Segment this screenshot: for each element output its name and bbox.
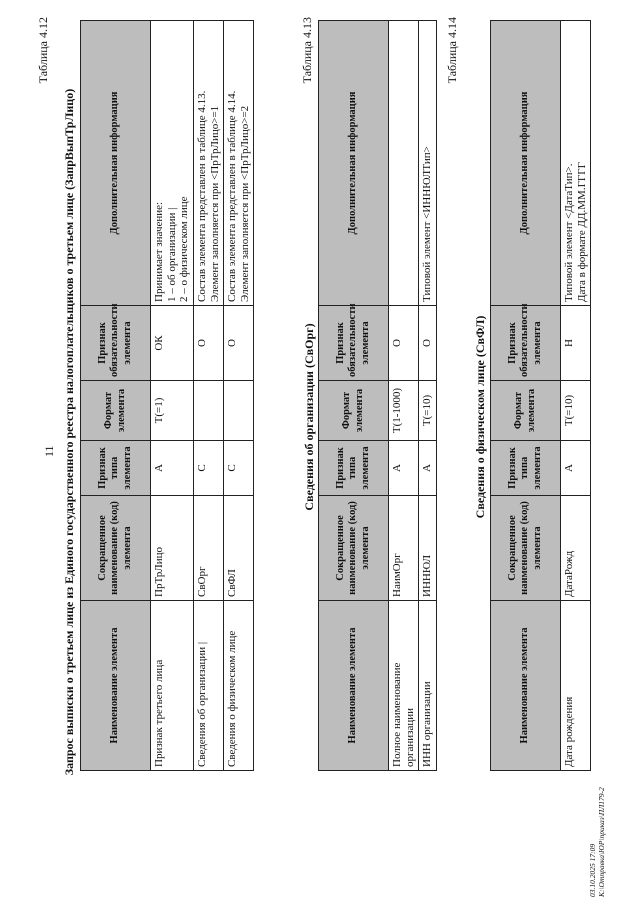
info-line: Состав элемента представлен в таблице 4.14. — [226, 90, 239, 302]
cell-name: Полное наименование организации — [389, 601, 419, 771]
cell-req: ОК — [151, 306, 194, 381]
column-header: Формат элемента — [491, 381, 561, 441]
column-header: Сокращенное наименование (код) элемента — [81, 496, 151, 601]
cell-type: А — [151, 441, 194, 496]
table-row — [561, 21, 591, 771]
cell-code: ИННЮЛ — [419, 496, 437, 601]
table-row — [389, 21, 419, 771]
header-row — [81, 21, 151, 771]
table-row — [193, 21, 223, 771]
table-row — [224, 21, 254, 771]
table-label-4-13: Таблица 4.13 — [300, 17, 314, 84]
cell-format: T(=10) — [561, 381, 591, 441]
cell-req: О — [224, 306, 254, 381]
cell-info — [151, 21, 194, 306]
table-4-12 — [80, 20, 254, 771]
info-line: Типовой элемент <ДатаТип>. — [563, 163, 575, 302]
column-header: Сокращенное наименование (код) элемента — [319, 496, 389, 601]
column-header: Формат элемента — [319, 381, 389, 441]
cell-type: А — [561, 441, 591, 496]
cell-type: А — [389, 441, 419, 496]
cell-format: T(=10) — [419, 381, 437, 441]
info-line: Типовой элемент <ИННЮЛТип> — [421, 146, 434, 302]
cell-code: ДатаРожд — [561, 496, 591, 601]
cell-req: О — [193, 306, 223, 381]
cell-code: ПрТрЛицо — [151, 496, 194, 601]
cell-name: Сведения об организации | — [193, 601, 223, 771]
cell-req: Н — [561, 306, 591, 381]
cell-format: T(=1) — [151, 381, 194, 441]
info-line: Состав элемента представлен в таблице 4.13. — [195, 90, 208, 302]
cell-name: Дата рождения — [561, 601, 591, 771]
cell-name: Сведения о физическом лице — [224, 601, 254, 771]
cell-info — [224, 21, 254, 306]
cell-code: СвФЛ — [224, 496, 254, 601]
table-label-4-12: Таблица 4.12 — [36, 17, 50, 84]
cell-info — [561, 21, 591, 306]
caption-4-14: Сведения о физическом лице (СвФЛ) — [473, 315, 487, 519]
cell-name: Признак третьего лица — [151, 601, 194, 771]
table-4-13 — [318, 20, 437, 771]
footer-date: 03.10.2025 17:09 — [588, 843, 597, 897]
cell-name: ИНН организации — [419, 601, 437, 771]
table-row — [151, 21, 194, 771]
cell-req: О — [419, 306, 437, 381]
header-row — [319, 21, 389, 771]
info-line: Дата в формате ДД.ММ.ГГГГ — [575, 161, 588, 302]
info-line: Элемент заполняется при <ПрТрЛицо>=2 — [238, 105, 251, 302]
cell-format — [193, 381, 223, 441]
info-line: 1 – об организации | — [165, 207, 178, 302]
column-header: Дополнительная информация — [491, 21, 561, 306]
column-header: Признак обязательности элемента — [319, 306, 389, 381]
footer-path: К:\Отправка\ЮР\приказ\ПЛ179-2 — [597, 787, 606, 897]
info-line: Элемент заполняется при <ПрТрЛицо>=1 — [208, 105, 221, 302]
table-row — [419, 21, 437, 771]
column-header: Дополнительная информация — [319, 21, 389, 306]
cell-type: С — [193, 441, 223, 496]
cell-code: НаимОрг — [389, 496, 419, 601]
table-label-4-14: Таблица 4.14 — [445, 17, 459, 84]
cell-code: СвОрг — [193, 496, 223, 601]
cell-format: T(1-1000) — [389, 381, 419, 441]
cell-type: С — [224, 441, 254, 496]
column-header: Признак обязательности элемента — [491, 306, 561, 381]
cell-format — [224, 381, 254, 441]
header-row — [491, 21, 561, 771]
info-line: Принимает значение: — [153, 201, 165, 302]
column-header: Признак обязательности элемента — [81, 306, 151, 381]
cell-req: О — [389, 306, 419, 381]
column-header: Наименование элемента — [319, 601, 389, 771]
column-header: Наименование элемента — [491, 601, 561, 771]
cell-type: А — [419, 441, 437, 496]
column-header: Наименование элемента — [81, 601, 151, 771]
info-line: 2 – о физическом лице — [178, 196, 191, 302]
column-header: Дополнительная информация — [81, 21, 151, 306]
cell-info — [193, 21, 223, 306]
column-header: Формат элемента — [81, 381, 151, 441]
table-4-14 — [490, 20, 591, 771]
column-header: Сокращенное наименование (код) элемента — [491, 496, 561, 601]
footer — [588, 787, 606, 897]
cell-info — [389, 21, 419, 306]
column-header: Признак типа элемента — [319, 441, 389, 496]
column-header: Признак типа элемента — [81, 441, 151, 496]
page-title: Запрос выписки о третьем лице из Единого государственного реестра налогоплательщиков о третьем лице (ЗапрВыпТрЛицо) — [62, 88, 76, 776]
cell-info — [419, 21, 437, 306]
caption-4-13: Сведения об организации (СвОрг) — [302, 323, 316, 511]
column-header: Признак типа элемента — [491, 441, 561, 496]
page-number: 11 — [42, 445, 56, 457]
